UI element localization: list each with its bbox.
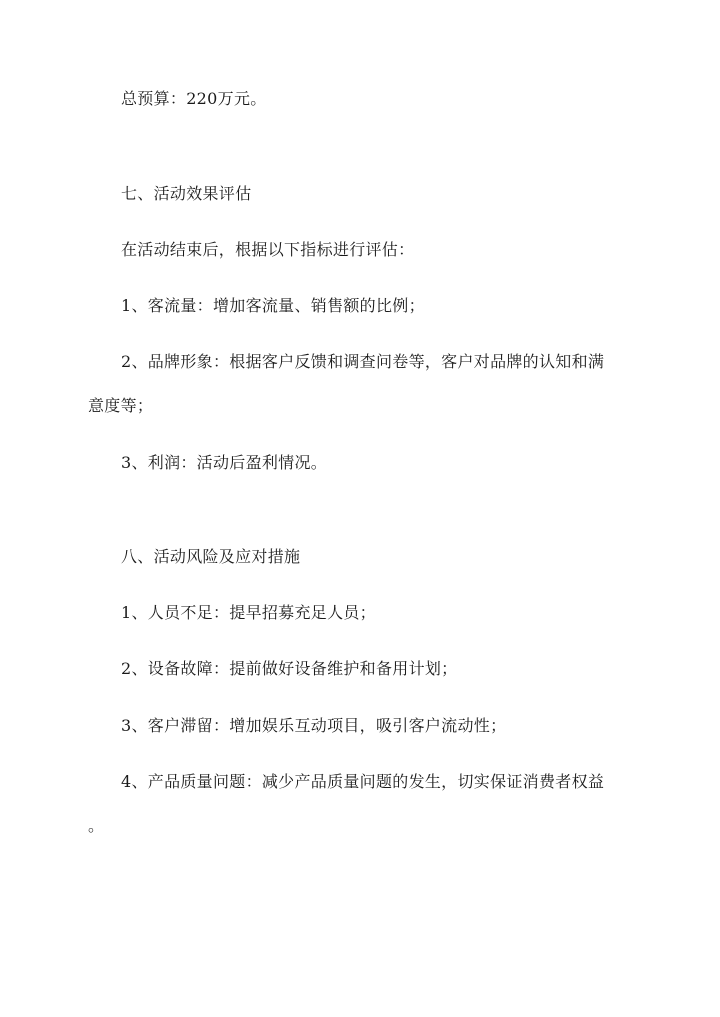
section7-item-1: 1、客流量：增加客流量、销售额的比例； xyxy=(121,296,425,315)
budget-line: 总预算：220万元。 xyxy=(121,89,267,108)
section7-intro: 在活动结束后，根据以下指标进行评估： xyxy=(121,240,415,259)
section8-heading: 八、活动风险及应对措施 xyxy=(121,547,301,566)
section8-item-3: 3、客户滞留：增加娱乐互动项目，吸引客户流动性； xyxy=(121,716,507,735)
section8-item-4: 4、产品质量问题：减少产品质量问题的发生，切实保证消费者权益 xyxy=(121,772,605,791)
section7-item-2: 2、品牌形象：根据客户反馈和调查问卷等，客户对品牌的认知和满 xyxy=(121,352,605,371)
section7-item-2-continuation: 意度等； xyxy=(88,396,154,415)
section7-item-3: 3、利润：活动后盈利情况。 xyxy=(121,453,328,472)
section8-item-4-continuation: 。 xyxy=(88,816,105,835)
section8-item-1: 1、人员不足：提早招募充足人员； xyxy=(121,603,376,622)
section8-item-2: 2、设备故障：提前做好设备维护和备用计划； xyxy=(121,659,458,678)
section7-heading: 七、活动效果评估 xyxy=(121,184,252,203)
